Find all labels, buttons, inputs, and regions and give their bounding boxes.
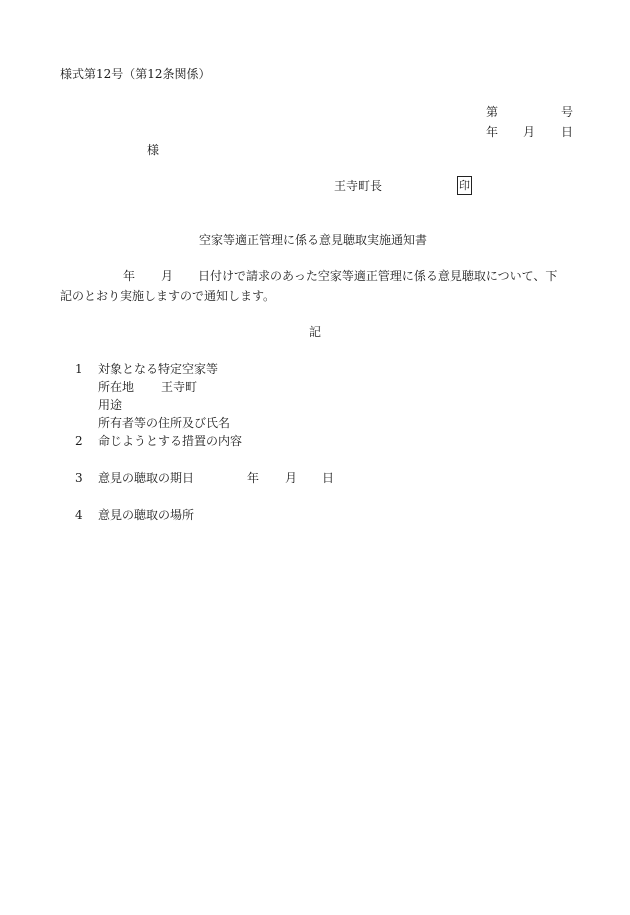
date-month: 月 (523, 125, 536, 139)
date-year: 年 (486, 125, 499, 139)
body-year: 年 (123, 269, 136, 283)
item-1-label: 対象となる特定空家等 (98, 362, 219, 376)
item-1-number: 1 (75, 362, 83, 376)
item-2-number: 2 (75, 434, 83, 448)
addressee-sama: 様 (147, 143, 160, 157)
item-1-sub-location-value: 王寺町 (161, 380, 198, 394)
item-1-sub-location-label: 所在地 (98, 380, 135, 394)
doc-number-dai: 第 (486, 105, 499, 119)
item-3-label: 意見の聴取の期日 (98, 471, 195, 485)
form-number: 様式第12号（第12条関係） (60, 67, 211, 81)
body-line1-rest: 日付けで請求のあった空家等適正管理に係る意見聴取について、下 (198, 269, 558, 283)
item-4-label: 意見の聴取の場所 (98, 508, 195, 522)
item-3-number: 3 (75, 471, 83, 485)
sender-title: 王寺町長 (334, 179, 383, 193)
doc-number-go: 号 (561, 105, 574, 119)
item-3-month: 月 (285, 471, 298, 485)
seal-stamp: 印 (457, 176, 472, 195)
item-1-sub-owner-label: 所有者等の住所及び氏名 (98, 416, 231, 430)
item-3-year: 年 (247, 471, 260, 485)
item-4-number: 4 (75, 508, 83, 522)
ki-marker: 記 (309, 325, 322, 339)
body-line2: 記のとおり実施しますので通知します。 (60, 289, 276, 303)
document-title: 空家等適正管理に係る意見聴取実施通知書 (199, 233, 428, 247)
item-1-sub-usage-label: 用途 (98, 398, 123, 412)
item-3-day: 日 (322, 471, 335, 485)
date-day: 日 (561, 125, 574, 139)
item-2-label: 命じようとする措置の内容 (98, 434, 243, 448)
body-month: 月 (161, 269, 174, 283)
